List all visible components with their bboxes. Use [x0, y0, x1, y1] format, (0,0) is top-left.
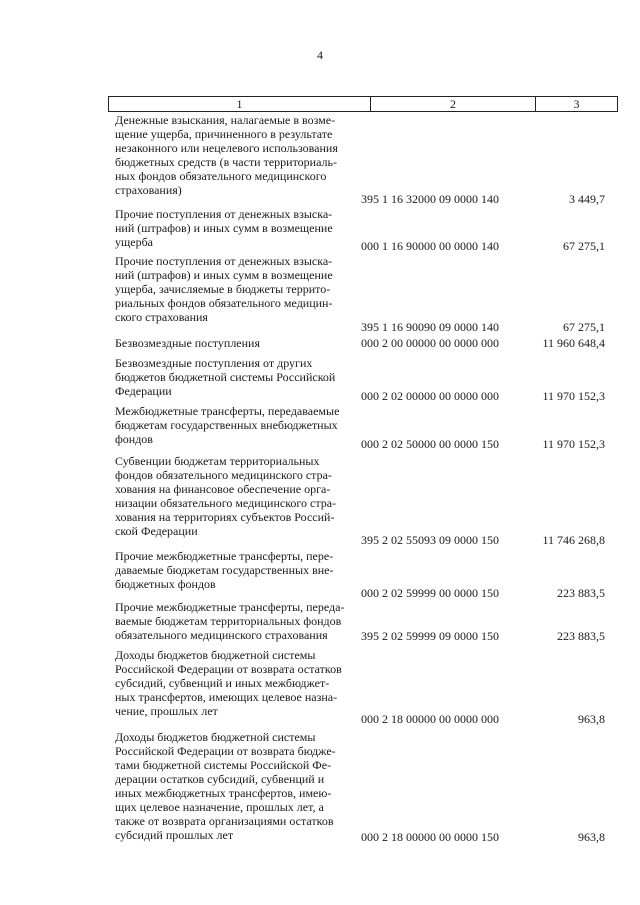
row-name: Прочие межбюджетные трансферты, переда- ваемые бюджетам территориальных фондов обязательного медицинского страхования — [115, 600, 345, 642]
header-col-1: 1 — [109, 97, 371, 111]
row-name: Прочие межбюджетные трансферты, пере- даваемые бюджетам государственных вне- бюджетных фондов — [115, 549, 334, 591]
row-code: 000 2 02 00000 00 0000 000 — [361, 389, 499, 403]
row-name: Прочие поступления от денежных взыска- ний (штрафов) и иных сумм в возмещение ущерба, зачисляемые в бюджеты террито- риальных фондов обязательного медицин- ского страхования — [115, 254, 333, 324]
table-header — [108, 96, 618, 112]
header-col-3: 3 — [573, 97, 580, 111]
row-code: 000 2 18 00000 00 0000 000 — [361, 712, 499, 726]
row-name: Субвенции бюджетам территориальных фондов обязательного медицинского стра- хования на финансовое обеспечение орга- низации обязательного медицинского стра- хования на территориях субъектов Россий- ской Федерации — [115, 454, 337, 538]
row-amount: 963,8 — [578, 830, 605, 844]
row-amount: 11 746 268,8 — [542, 533, 605, 547]
row-amount: 963,8 — [578, 712, 605, 726]
row-code: 395 1 16 32000 09 0000 140 — [361, 192, 499, 206]
row-name: Доходы бюджетов бюджетной системы Российской Федерации от возврата остатков субсидий, субвенций и иных межбюджет- ных трансфертов, имеющих целевое назна- чение, прошлых лет — [115, 648, 342, 718]
header-col-2: 2 — [371, 97, 536, 111]
row-name: Денежные взыскания, налагаемые в возме- щение ущерба, причиненного в результате незаконного или нецелевого использования бюджетных средств (в части территориаль- ных фондов обязательного медицинского страхования) — [115, 113, 338, 197]
row-code: 000 1 16 90000 00 0000 140 — [361, 239, 499, 253]
row-code: 000 2 18 00000 00 0000 150 — [361, 830, 499, 844]
row-code: 000 2 02 59999 00 0000 150 — [361, 586, 499, 600]
row-amount: 67 275,1 — [563, 239, 605, 253]
row-amount: 67 275,1 — [563, 320, 605, 334]
row-name: Безвозмездные поступления от других бюджетов бюджетной системы Российской Федерации — [115, 356, 336, 398]
row-amount: 11 970 152,3 — [542, 437, 605, 451]
row-code: 395 2 02 59999 09 0000 150 — [361, 629, 499, 643]
row-name: Прочие поступления от денежных взыска- ний (штрафов) и иных сумм в возмещение ущерба — [115, 207, 333, 249]
row-amount: 223 883,5 — [557, 629, 605, 643]
row-code: 395 2 02 55093 09 0000 150 — [361, 533, 499, 547]
row-code: 000 2 00 00000 00 0000 000 — [361, 336, 499, 350]
page-number: 4 — [317, 48, 323, 62]
row-amount: 11 960 648,4 — [542, 336, 605, 350]
row-code: 000 2 02 50000 00 0000 150 — [361, 437, 499, 451]
row-amount: 223 883,5 — [557, 586, 605, 600]
row-code: 395 1 16 90090 09 0000 140 — [361, 320, 499, 334]
row-amount: 11 970 152,3 — [542, 389, 605, 403]
row-amount: 3 449,7 — [569, 192, 605, 206]
row-name: Межбюджетные трансферты, передаваемые бюджетам государственных внебюджетных фондов — [115, 404, 340, 446]
row-name: Доходы бюджетов бюджетной системы Российской Федерации от возврата бюдже- тами бюджетной системы Российской Фе- дерации остатков субсидий, субвенций и иных межбюджетных трансфертов, имею- щих целевое назначение, прошлых лет, а также от возврата организациями остатков субсидий прошлых лет — [115, 730, 336, 842]
row-name: Безвозмездные поступления — [115, 336, 260, 350]
